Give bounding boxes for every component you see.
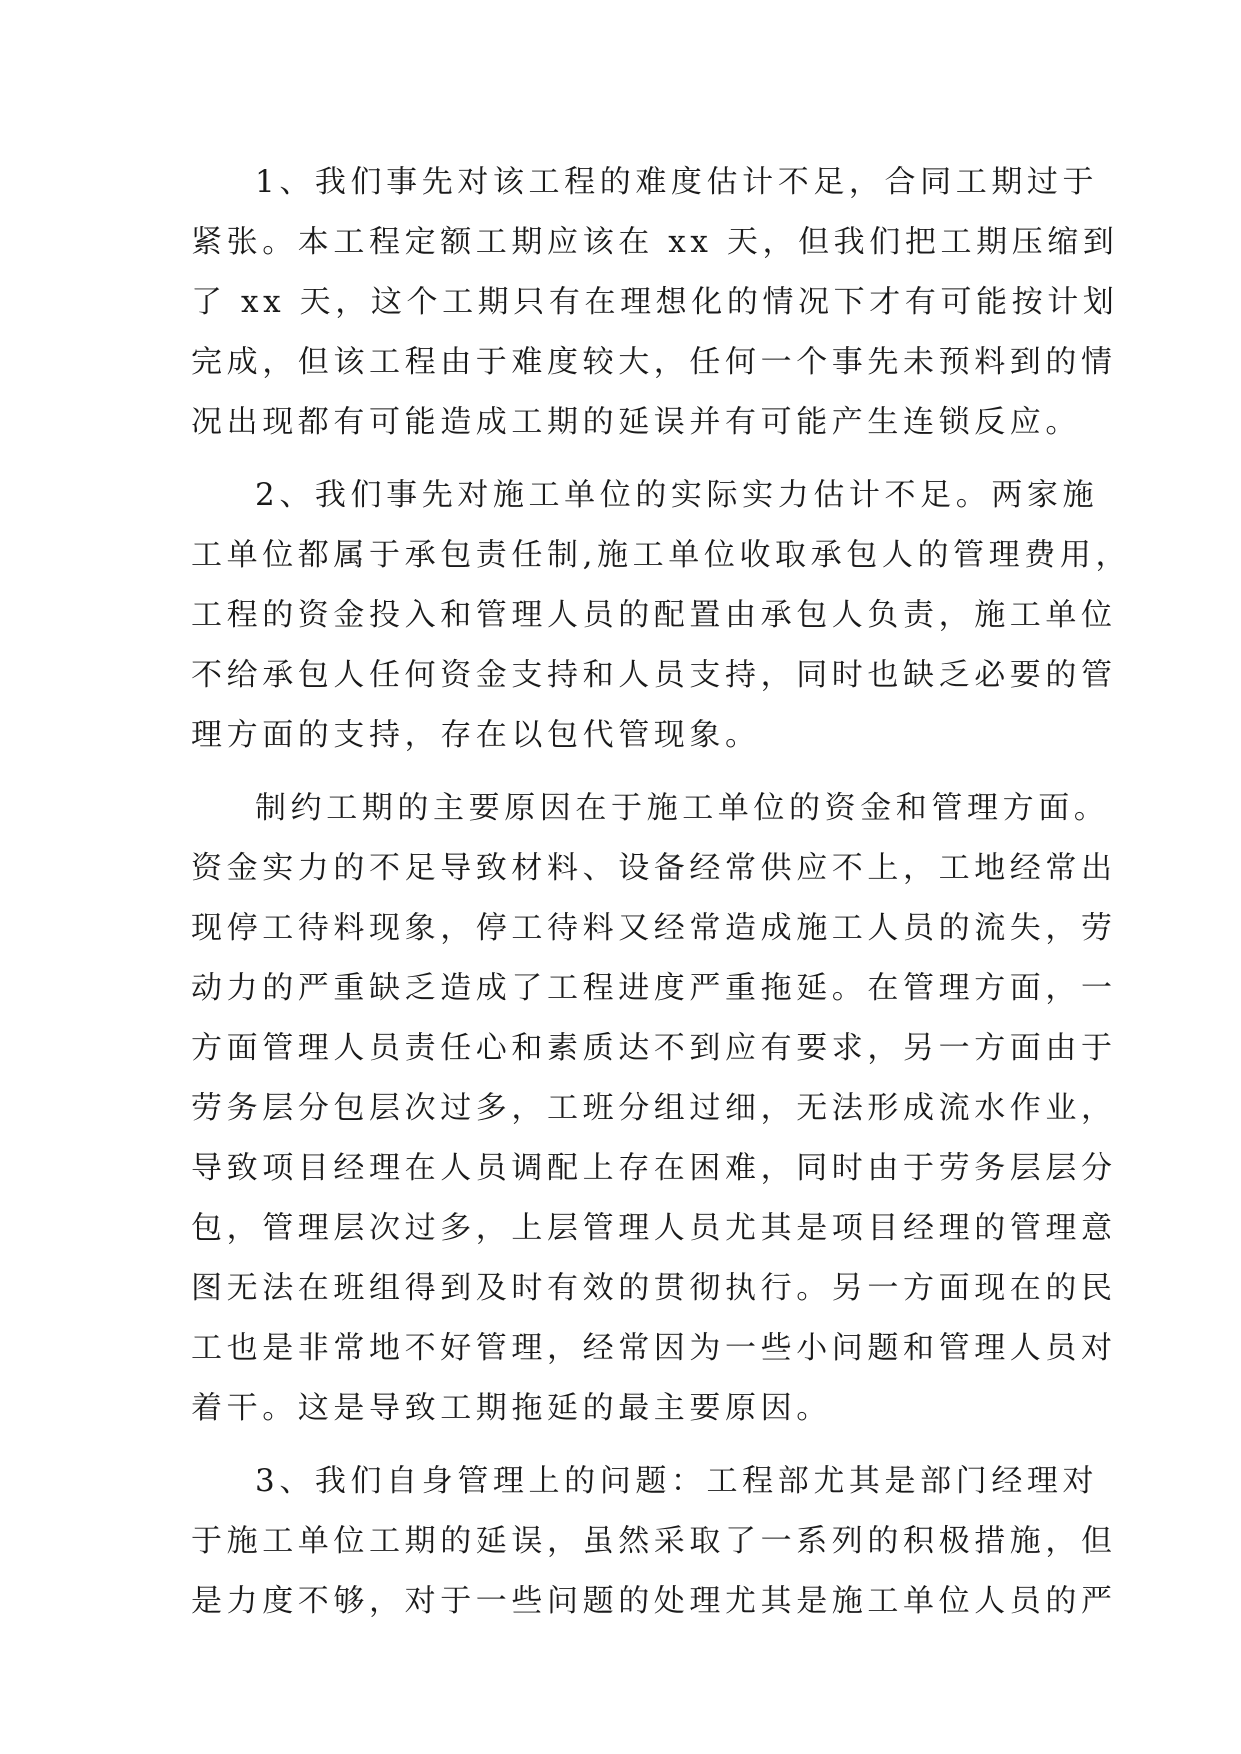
paragraph-line: 现停工待料现象，停工待料又经常造成施工人员的流失，劳 <box>191 910 1117 946</box>
paragraph-line: 制约工期的主要原因在于施工单位的资金和管理方面。 <box>255 790 1110 826</box>
paragraph-line: 完成，但该工程由于难度较大，任何一个事先未预料到的情 <box>191 344 1117 380</box>
paragraph-line: 资金实力的不足导致材料、设备经常供应不上，工地经常出 <box>191 850 1117 886</box>
paragraph-line: 2、我们事先对施工单位的实际实力估计不足。两家施 <box>255 477 1099 513</box>
paragraph-line: 况出现都有可能造成工期的延误并有可能产生连锁反应。 <box>191 404 1081 440</box>
paragraph-line: 图无法在班组得到及时有效的贯彻执行。另一方面现在的民 <box>191 1270 1117 1306</box>
paragraph-4 <box>191 1451 1117 1631</box>
paragraph-line: 工程的资金投入和管理人员的配置由承包人负责，施工单位 <box>191 597 1117 633</box>
paragraph-line: 3、我们自身管理上的问题：工程部尤其是部门经理对 <box>255 1463 1099 1499</box>
paragraph-line: 方面管理人员责任心和素质达不到应有要求，另一方面由于 <box>191 1030 1117 1066</box>
paragraph-line: 于施工单位工期的延误，虽然采取了一系列的积极措施，但 <box>191 1523 1117 1559</box>
paragraph-3 <box>191 778 1117 1438</box>
paragraph-line: 工单位都属于承包责任制,施工单位收取承包人的管理费用， <box>191 537 1132 573</box>
paragraph-1 <box>191 152 1119 452</box>
paragraph-line: 着干。这是导致工期拖延的最主要原因。 <box>191 1390 832 1426</box>
paragraph-line: 动力的严重缺乏造成了工程进度严重拖延。在管理方面，一 <box>191 970 1117 1006</box>
paragraph-line: 了 xx 天，这个工期只有在理想化的情况下才有可能按计划 <box>191 284 1119 320</box>
paragraph-line: 导致项目经理在人员调配上存在困难，同时由于劳务层层分 <box>191 1150 1117 1186</box>
paragraph-line: 工也是非常地不好管理，经常因为一些小问题和管理人员对 <box>191 1330 1117 1366</box>
paragraph-line: 包，管理层次过多，上层管理人员尤其是项目经理的管理意 <box>191 1210 1117 1246</box>
paragraph-line: 紧张。本工程定额工期应该在 xx 天，但我们把工期压缩到 <box>191 224 1119 260</box>
paragraph-line: 不给承包人任何资金支持和人员支持，同时也缺乏必要的管 <box>191 657 1117 693</box>
document-body <box>191 152 1132 1631</box>
paragraph-2 <box>191 465 1132 765</box>
paragraph-line: 理方面的支持，存在以包代管现象。 <box>191 717 761 753</box>
paragraph-line: 1、我们事先对该工程的难度估计不足，合同工期过于 <box>255 164 1099 200</box>
paragraph-line: 是力度不够，对于一些问题的处理尤其是施工单位人员的严 <box>191 1583 1117 1619</box>
paragraph-line: 劳务层分包层次过多，工班分组过细，无法形成流水作业， <box>191 1090 1117 1126</box>
